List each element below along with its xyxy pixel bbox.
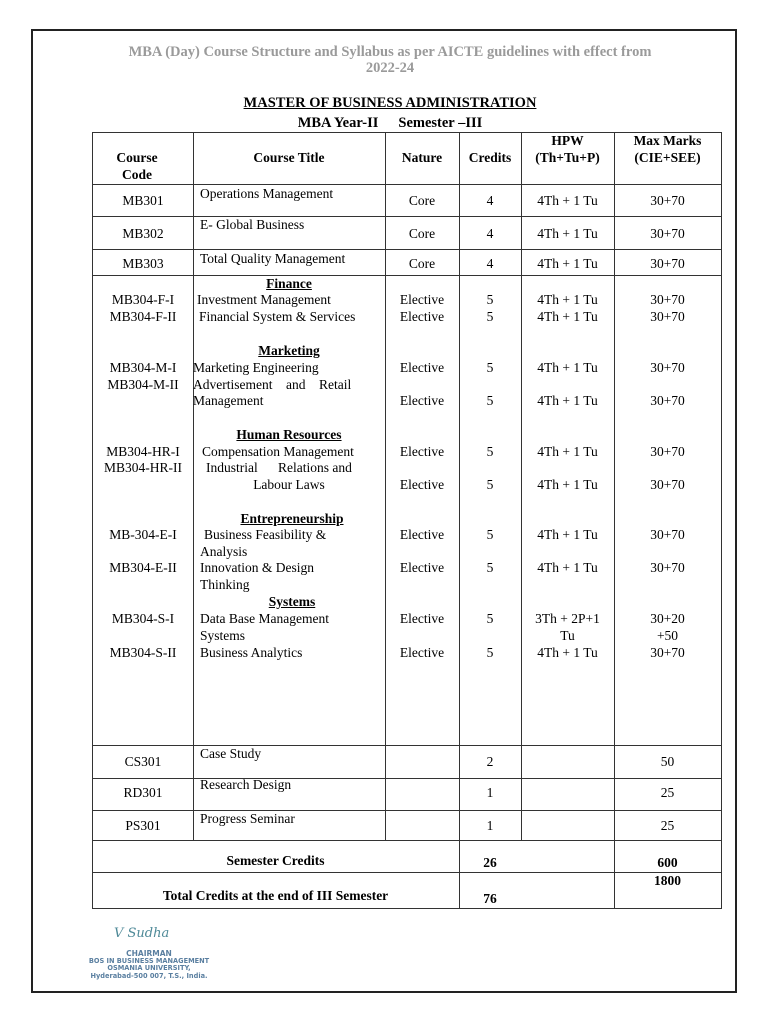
col-course-title: Course Title xyxy=(253,150,325,165)
course-hpw: 3Th + 2P+1 xyxy=(535,611,600,626)
course-hpw: 4Th + 1 Tu xyxy=(537,477,598,492)
col-hpw xyxy=(521,133,614,166)
stamp-line-4: Hyderabad-500 007, T.S., India. xyxy=(90,971,208,980)
course-title: Operations Management xyxy=(200,186,334,201)
course-nature: Elective xyxy=(399,292,445,307)
course-nature: Elective xyxy=(399,393,445,408)
course-hpw-cont: Tu xyxy=(560,628,575,643)
course-title: Industrial Relations and xyxy=(206,460,352,475)
col-credits: Credits xyxy=(468,150,512,165)
semester-credits-value: 26 xyxy=(483,855,497,870)
course-hpw: 4Th + 1 Tu xyxy=(537,193,598,208)
course-marks: 30+70 xyxy=(650,477,685,492)
year-label: MBA Year-II xyxy=(297,115,379,131)
course-code: MB301 xyxy=(122,193,164,208)
course-nature: Core xyxy=(408,226,436,241)
course-hpw: 4Th + 1 Tu xyxy=(537,360,598,375)
course-title: Data Base Management xyxy=(200,611,329,626)
course-code: MB304-M-II xyxy=(107,377,179,392)
signature-script: V Sudha xyxy=(114,926,170,941)
course-code: MB304-F-I xyxy=(111,292,175,307)
header-line-1: MBA (Day) Course Structure and Syllabus as per AICTE guidelines with effect from xyxy=(128,44,652,60)
course-hpw: 4Th + 1 Tu xyxy=(537,226,598,241)
course-nature: Elective xyxy=(399,360,445,375)
course-marks: 30+70 xyxy=(650,360,685,375)
course-hpw: 4Th + 1 Tu xyxy=(537,309,598,324)
total-credits-label: Total Credits at the end of III Semester xyxy=(162,888,389,903)
course-nature: Elective xyxy=(399,444,445,459)
group-heading: Entrepreneurship xyxy=(240,511,344,526)
course-nature: Elective xyxy=(399,560,445,575)
course-code: MB302 xyxy=(122,226,164,241)
course-structure-header xyxy=(60,44,720,76)
course-code: MB304-M-I xyxy=(109,360,177,375)
course-credits: 4 xyxy=(486,226,494,241)
course-code: PS301 xyxy=(125,818,161,833)
course-marks: 30+70 xyxy=(650,444,685,459)
course-nature: Core xyxy=(408,193,436,208)
semester-label: Semester –III xyxy=(398,115,483,131)
course-hpw: 4Th + 1 Tu xyxy=(537,444,598,459)
course-credits: 4 xyxy=(486,193,494,208)
course-credits: 1 xyxy=(486,818,494,833)
course-code: MB-304-E-I xyxy=(109,527,177,542)
col-max-marks xyxy=(614,133,721,166)
stamp-line-3: OSMANIA UNIVERSITY, xyxy=(107,964,191,973)
course-marks-cont: +50 xyxy=(656,628,679,643)
course-title-cont: Systems xyxy=(200,628,246,643)
course-hpw: 4Th + 1 Tu xyxy=(537,292,598,307)
stamp-text xyxy=(84,950,214,980)
course-title: Investment Management xyxy=(197,292,331,307)
course-marks: 30+70 xyxy=(650,309,685,324)
course-title: Total Quality Management xyxy=(200,251,346,266)
course-code: MB304-S-I xyxy=(111,611,175,626)
col-code-line2: Code xyxy=(122,166,152,182)
course-title-cont: Labour Laws xyxy=(253,477,325,492)
course-title: Financial System & Services xyxy=(199,309,356,324)
course-nature: Elective xyxy=(399,645,445,660)
course-code: MB304-HR-I xyxy=(106,444,180,459)
course-credits: 1 xyxy=(486,785,494,800)
course-credits: 5 xyxy=(486,360,494,375)
course-code: MB304-HR-II xyxy=(104,460,182,475)
course-credits: 4 xyxy=(486,256,494,271)
col-course-code xyxy=(95,150,179,183)
document-title: MASTER OF BUSINESS ADMINISTRATION xyxy=(243,95,537,111)
course-credits: 5 xyxy=(486,393,494,408)
group-heading: Human Resources xyxy=(236,427,342,442)
course-hpw: 4Th + 1 Tu xyxy=(537,560,598,575)
course-code: MB304-F-II xyxy=(109,309,177,324)
course-title: Advertisement and Retail xyxy=(193,377,352,392)
course-credits: 5 xyxy=(486,292,494,307)
group-heading: Finance xyxy=(266,276,312,291)
course-nature: Elective xyxy=(399,309,445,324)
course-title: E- Global Business xyxy=(200,217,305,232)
course-hpw: 4Th + 1 Tu xyxy=(537,393,598,408)
group-heading: Systems xyxy=(268,594,316,609)
course-title: Business Feasibility & xyxy=(204,527,327,542)
course-title-cont: Management xyxy=(193,393,264,408)
course-code: MB303 xyxy=(122,256,164,271)
document-subtitle xyxy=(60,115,720,132)
course-title-cont: Analysis xyxy=(200,544,248,559)
course-title: Marketing Engineering xyxy=(193,360,319,375)
course-hpw: 4Th + 1 Tu xyxy=(537,645,598,660)
course-marks: 30+20 xyxy=(650,611,685,626)
course-nature: Elective xyxy=(399,527,445,542)
semester-credits-label: Semester Credits xyxy=(226,853,325,868)
course-credits: 5 xyxy=(486,444,494,459)
course-title: Compensation Management xyxy=(202,444,354,459)
course-credits: 5 xyxy=(486,477,494,492)
course-nature: Elective xyxy=(399,477,445,492)
course-code: CS301 xyxy=(124,754,162,769)
col-marks-line1: Max Marks xyxy=(633,133,702,148)
course-marks: 30+70 xyxy=(650,527,685,542)
total-credits-value: 76 xyxy=(483,891,497,906)
course-title: Progress Seminar xyxy=(200,811,295,826)
chairman-signature-stamp xyxy=(84,924,214,986)
course-credits: 5 xyxy=(486,309,494,324)
course-code: RD301 xyxy=(123,785,163,800)
course-title-cont: Thinking xyxy=(200,577,250,592)
course-marks: 30+70 xyxy=(650,393,685,408)
course-credits: 5 xyxy=(486,560,494,575)
course-code: MB304-S-II xyxy=(109,645,177,660)
course-credits: 5 xyxy=(486,645,494,660)
course-title: Business Analytics xyxy=(200,645,303,660)
course-marks: 30+70 xyxy=(650,645,685,660)
course-nature: Elective xyxy=(399,611,445,626)
course-title: Research Design xyxy=(200,777,292,792)
course-marks: 25 xyxy=(660,785,675,800)
course-marks: 25 xyxy=(660,818,675,833)
total-marks-value: 1800 xyxy=(654,873,681,888)
course-nature: Core xyxy=(408,256,436,271)
course-marks: 50 xyxy=(660,754,675,769)
stamp-line-2: BOS IN BUSINESS MANAGEMENT xyxy=(88,956,210,965)
course-hpw: 4Th + 1 Tu xyxy=(537,527,598,542)
col-marks-line2: (CIE+SEE) xyxy=(634,149,701,165)
col-hpw-line1: HPW xyxy=(551,133,584,148)
col-nature: Nature xyxy=(401,150,443,165)
course-marks: 30+70 xyxy=(650,193,685,208)
course-credits: 2 xyxy=(486,754,494,769)
semester-marks-value: 600 xyxy=(657,855,678,870)
course-marks: 30+70 xyxy=(650,256,685,271)
course-marks: 30+70 xyxy=(650,226,685,241)
course-title: Case Study xyxy=(200,746,262,761)
course-hpw: 4Th + 1 Tu xyxy=(537,256,598,271)
group-heading: Marketing xyxy=(258,343,320,358)
course-code: MB304-E-II xyxy=(109,560,177,575)
col-code-line1: Course xyxy=(116,150,158,165)
stamp-line-1: CHAIRMAN xyxy=(126,949,172,958)
course-credits: 5 xyxy=(486,527,494,542)
course-marks: 30+70 xyxy=(650,560,685,575)
course-title: Innovation & Design xyxy=(200,560,314,575)
col-hpw-line2: (Th+Tu+P) xyxy=(535,149,600,165)
course-credits: 5 xyxy=(486,611,494,626)
course-marks: 30+70 xyxy=(650,292,685,307)
header-line-2: 2022-24 xyxy=(365,60,415,76)
